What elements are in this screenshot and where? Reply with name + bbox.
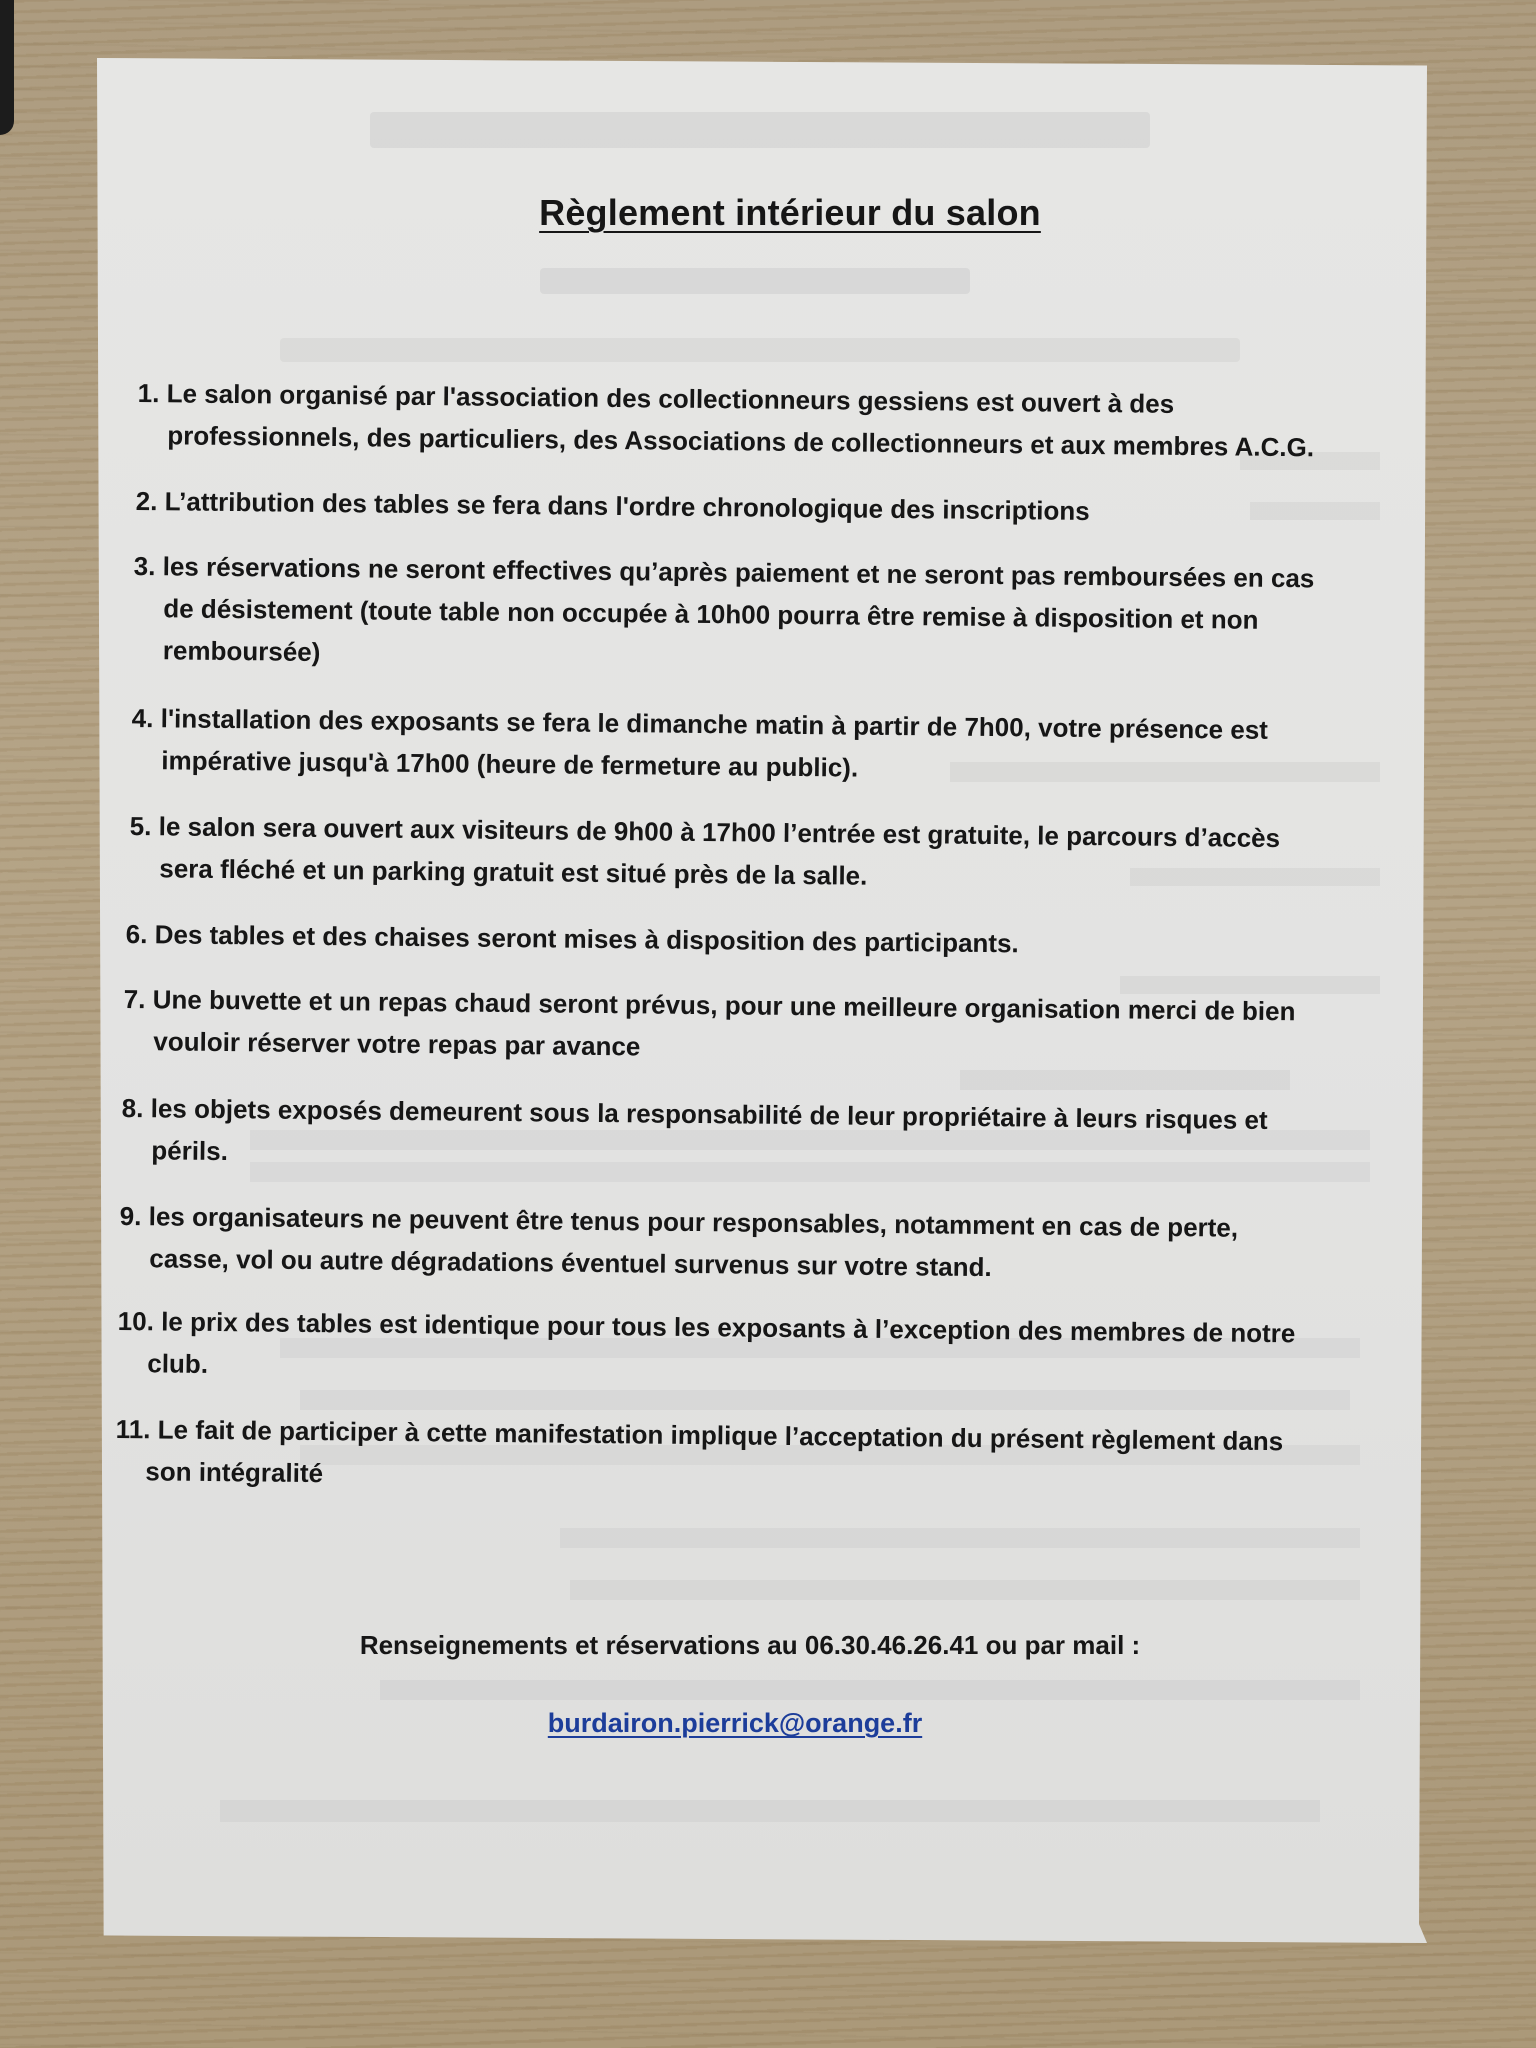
rule-text-line: club. xyxy=(147,1348,209,1379)
rule-text-line: professionnels, des particuliers, des Associations de collectionneurs et aux membres A.C.G. xyxy=(167,420,1315,463)
rule-text-line: Une buvette et un repas chaud seront prévus, pour une meilleure organisation merci de bien xyxy=(152,984,1296,1027)
rule-item xyxy=(119,1195,1350,1292)
rule-number: 6. xyxy=(125,918,148,950)
rule-number: 7. xyxy=(123,983,146,1015)
rule-text-line: L’attribution des tables se fera dans l'ordre chronologique des inscriptions xyxy=(164,486,1090,526)
page-title: Règlement intérieur du salon xyxy=(539,192,1041,233)
rule-text-line: vouloir réserver votre repas par avance xyxy=(153,1026,641,1062)
rule-item xyxy=(123,978,1354,1075)
email-link[interactable]: burdairon.pierrick@orange.fr xyxy=(547,1708,923,1738)
rule-item xyxy=(126,913,1356,968)
rule-text-line: casse, vol ou autre dégradations éventuel survenus sur votre stand. xyxy=(149,1243,992,1283)
rule-number: 5. xyxy=(129,810,152,842)
rule-item xyxy=(117,1300,1348,1397)
rule-text-line: Le fait de participer à cette manifestation implique l’acceptation du présent règlement dans xyxy=(157,1414,1284,1457)
rule-text-line: Des tables et des chaises seront mises à disposition des participants. xyxy=(154,919,1019,959)
rule-item xyxy=(121,1087,1352,1184)
rule-item xyxy=(137,372,1368,469)
rule-text-line: périls. xyxy=(151,1135,229,1167)
rule-number: 1. xyxy=(137,377,160,409)
rule-item xyxy=(131,697,1362,794)
rule-text-line: de désistement (toute table non occupée à 10h00 pourra être remise à disposition et non xyxy=(163,593,1259,635)
rule-text-line: le prix des tables est identique pour tous les exposants à l’exception des membres de notre xyxy=(161,1306,1296,1349)
rule-text-line: Le salon organisé par l'association des collectionneurs gessiens est ouvert à des xyxy=(166,378,1175,419)
rule-number: 2. xyxy=(135,485,158,517)
rule-number: 11. xyxy=(115,1413,151,1445)
rule-item xyxy=(133,545,1364,684)
rule-text-line: les objets exposés demeurent sous la responsabilité de leur propriétaire à leurs risques et xyxy=(150,1093,1268,1135)
rule-text-line: les réservations ne seront effectives qu’après paiement et ne seront pas remboursées en cas xyxy=(162,551,1315,594)
rule-text-line: son intégralité xyxy=(145,1456,324,1489)
rule-text-line: l'installation des exposants se fera le dimanche matin à partir de 7h00, votre présence est xyxy=(160,703,1269,745)
rule-text-line: les organisateurs ne peuvent être tenus pour responsables, notamment en cas de perte, xyxy=(148,1201,1239,1243)
rule-text-line: le salon sera ouvert aux visiteurs de 9h00 à 17h00 l’entrée est gratuite, le parcours d’accès xyxy=(158,811,1281,854)
rule-text-line: impérative jusqu'à 17h00 (heure de fermeture au public). xyxy=(161,745,859,783)
contact-text: Renseignements et réservations au 06.30.46.26.41 ou par mail : xyxy=(359,1630,1141,1660)
rule-item xyxy=(115,1408,1346,1505)
rule-item xyxy=(136,480,1366,535)
rule-number: 8. xyxy=(121,1092,144,1124)
rule-text-line: remboursée) xyxy=(162,635,321,667)
rule-item xyxy=(129,805,1360,902)
rule-number: 10. xyxy=(117,1305,155,1337)
rule-number: 3. xyxy=(133,550,156,582)
rule-number: 9. xyxy=(119,1200,142,1232)
rule-number: 4. xyxy=(131,702,154,734)
rule-text-line: sera fléché et un parking gratuit est situé près de la salle. xyxy=(159,853,868,891)
